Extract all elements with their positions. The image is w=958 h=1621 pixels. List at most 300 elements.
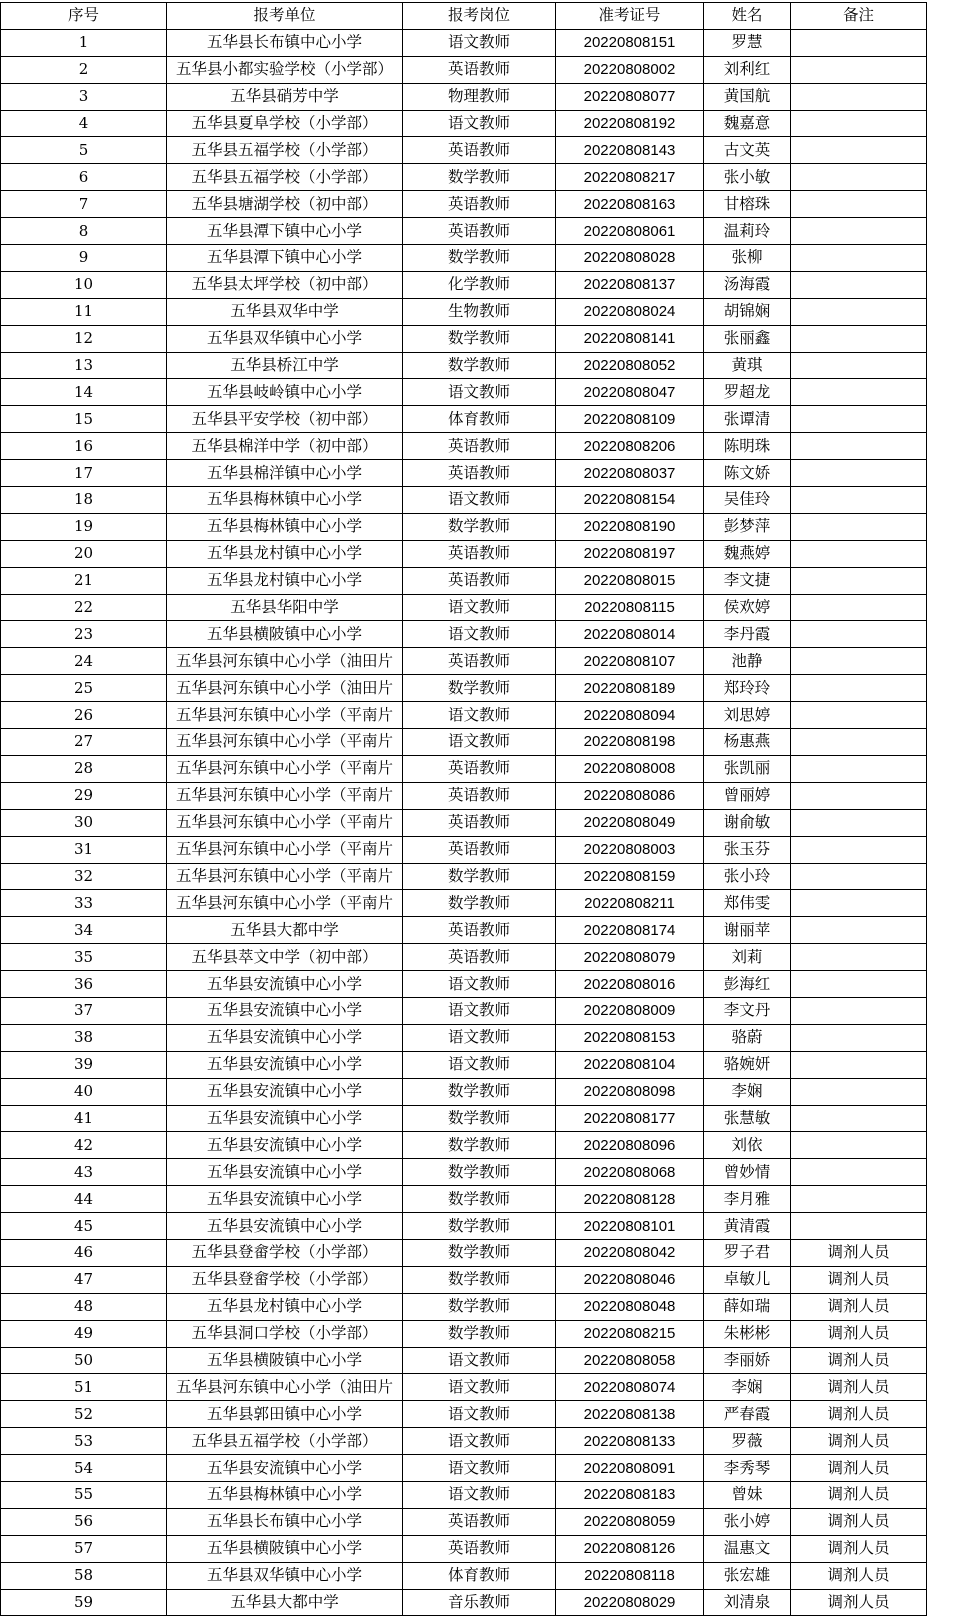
row-remark bbox=[791, 245, 927, 272]
row-position: 英语教师 bbox=[403, 1508, 556, 1535]
row-position: 数学教师 bbox=[403, 863, 556, 890]
row-position: 英语教师 bbox=[403, 809, 556, 836]
row-remark bbox=[791, 406, 927, 433]
row-unit: 五华县龙村镇中心小学 bbox=[167, 540, 403, 567]
row-unit: 五华县五福学校（小学部） bbox=[167, 1428, 403, 1455]
row-remark bbox=[791, 191, 927, 218]
row-name: 严春霞 bbox=[704, 1401, 791, 1428]
table-row bbox=[1, 1293, 927, 1320]
row-position: 化学教师 bbox=[403, 271, 556, 298]
table-row bbox=[1, 1159, 927, 1186]
row-ticket-number: 20220808189 bbox=[556, 675, 704, 702]
table-row bbox=[1, 1589, 927, 1616]
row-index: 55 bbox=[1, 1481, 167, 1508]
row-unit: 五华县安流镇中心小学 bbox=[167, 1078, 403, 1105]
table-row bbox=[1, 83, 927, 110]
table-row bbox=[1, 1213, 927, 1240]
row-unit: 五华县河东镇中心小学（平南片 bbox=[167, 755, 403, 782]
table-body bbox=[1, 29, 927, 1616]
row-position: 数学教师 bbox=[403, 164, 556, 191]
row-unit: 五华县五福学校（小学部） bbox=[167, 137, 403, 164]
row-ticket-number: 20220808107 bbox=[556, 648, 704, 675]
row-position: 数学教师 bbox=[403, 352, 556, 379]
row-position: 语文教师 bbox=[403, 379, 556, 406]
row-unit: 五华县横陂镇中心小学 bbox=[167, 1535, 403, 1562]
table-row bbox=[1, 1051, 927, 1078]
row-name: 彭海红 bbox=[704, 971, 791, 998]
row-name: 侯欢婷 bbox=[704, 594, 791, 621]
table-row bbox=[1, 1535, 927, 1562]
row-remark bbox=[791, 567, 927, 594]
row-unit: 五华县安流镇中心小学 bbox=[167, 1105, 403, 1132]
row-index: 1 bbox=[1, 29, 167, 56]
table-row bbox=[1, 29, 927, 56]
row-remark bbox=[791, 1159, 927, 1186]
row-unit: 五华县登畲学校（小学部） bbox=[167, 1266, 403, 1293]
row-ticket-number: 20220808177 bbox=[556, 1105, 704, 1132]
row-unit: 五华县安流镇中心小学 bbox=[167, 1159, 403, 1186]
row-unit: 五华县横陂镇中心小学 bbox=[167, 621, 403, 648]
row-position: 数学教师 bbox=[403, 1293, 556, 1320]
row-index: 56 bbox=[1, 1508, 167, 1535]
row-remark bbox=[791, 164, 927, 191]
row-remark bbox=[791, 1213, 927, 1240]
row-name: 罗薇 bbox=[704, 1428, 791, 1455]
row-name: 骆婉妍 bbox=[704, 1051, 791, 1078]
row-position: 数学教师 bbox=[403, 1239, 556, 1266]
row-unit: 五华县洞口学校（小学部） bbox=[167, 1320, 403, 1347]
row-unit: 五华县萃文中学（初中部） bbox=[167, 944, 403, 971]
row-remark: 调剂人员 bbox=[791, 1401, 927, 1428]
row-name: 李文捷 bbox=[704, 567, 791, 594]
header-ticket-number: 准考证号 bbox=[556, 3, 704, 30]
row-remark bbox=[791, 917, 927, 944]
row-remark bbox=[791, 352, 927, 379]
header-remark: 备注 bbox=[791, 3, 927, 30]
row-unit: 五华县双华中学 bbox=[167, 298, 403, 325]
row-unit: 五华县安流镇中心小学 bbox=[167, 997, 403, 1024]
row-index: 25 bbox=[1, 675, 167, 702]
row-ticket-number: 20220808101 bbox=[556, 1213, 704, 1240]
table-row bbox=[1, 540, 927, 567]
row-ticket-number: 20220808190 bbox=[556, 513, 704, 540]
table-row bbox=[1, 944, 927, 971]
row-ticket-number: 20220808154 bbox=[556, 487, 704, 514]
row-position: 语文教师 bbox=[403, 29, 556, 56]
row-position: 英语教师 bbox=[403, 218, 556, 245]
row-remark: 调剂人员 bbox=[791, 1374, 927, 1401]
row-ticket-number: 20220808016 bbox=[556, 971, 704, 998]
row-index: 40 bbox=[1, 1078, 167, 1105]
row-name: 张玉芬 bbox=[704, 836, 791, 863]
row-index: 38 bbox=[1, 1024, 167, 1051]
row-remark: 调剂人员 bbox=[791, 1347, 927, 1374]
row-index: 36 bbox=[1, 971, 167, 998]
row-unit: 五华县安流镇中心小学 bbox=[167, 1051, 403, 1078]
row-position: 体育教师 bbox=[403, 406, 556, 433]
row-index: 45 bbox=[1, 1213, 167, 1240]
row-position: 物理教师 bbox=[403, 83, 556, 110]
row-index: 53 bbox=[1, 1428, 167, 1455]
row-name: 杨惠燕 bbox=[704, 729, 791, 756]
row-unit: 五华县安流镇中心小学 bbox=[167, 1024, 403, 1051]
row-position: 英语教师 bbox=[403, 782, 556, 809]
row-position: 语文教师 bbox=[403, 997, 556, 1024]
row-name: 陈文娇 bbox=[704, 460, 791, 487]
row-name: 刘莉 bbox=[704, 944, 791, 971]
row-unit: 五华县河东镇中心小学（平南片 bbox=[167, 782, 403, 809]
row-position: 语文教师 bbox=[403, 594, 556, 621]
row-index: 19 bbox=[1, 513, 167, 540]
row-name: 谢俞敏 bbox=[704, 809, 791, 836]
row-position: 英语教师 bbox=[403, 460, 556, 487]
row-name: 李丹霞 bbox=[704, 621, 791, 648]
row-ticket-number: 20220808143 bbox=[556, 137, 704, 164]
row-position: 语文教师 bbox=[403, 1428, 556, 1455]
row-position: 语文教师 bbox=[403, 1481, 556, 1508]
row-name: 罗子君 bbox=[704, 1239, 791, 1266]
row-unit: 五华县河东镇中心小学（油田片 bbox=[167, 1374, 403, 1401]
table-row bbox=[1, 621, 927, 648]
header-position: 报考岗位 bbox=[403, 3, 556, 30]
row-name: 李秀琴 bbox=[704, 1455, 791, 1482]
row-unit: 五华县安流镇中心小学 bbox=[167, 1132, 403, 1159]
row-index: 41 bbox=[1, 1105, 167, 1132]
row-index: 42 bbox=[1, 1132, 167, 1159]
row-remark bbox=[791, 621, 927, 648]
row-name: 李月雅 bbox=[704, 1186, 791, 1213]
table-row bbox=[1, 755, 927, 782]
row-remark bbox=[791, 218, 927, 245]
table-row bbox=[1, 702, 927, 729]
row-remark bbox=[791, 944, 927, 971]
row-ticket-number: 20220808109 bbox=[556, 406, 704, 433]
row-name: 魏嘉意 bbox=[704, 110, 791, 137]
row-ticket-number: 20220808061 bbox=[556, 218, 704, 245]
row-ticket-number: 20220808047 bbox=[556, 379, 704, 406]
row-name: 薛如瑞 bbox=[704, 1293, 791, 1320]
table-row bbox=[1, 1428, 927, 1455]
table-row bbox=[1, 379, 927, 406]
row-position: 数学教师 bbox=[403, 1320, 556, 1347]
row-ticket-number: 20220808215 bbox=[556, 1320, 704, 1347]
row-unit: 五华县小都实验学校（小学部） bbox=[167, 56, 403, 83]
row-position: 数学教师 bbox=[403, 1186, 556, 1213]
row-index: 17 bbox=[1, 460, 167, 487]
row-ticket-number: 20220808153 bbox=[556, 1024, 704, 1051]
table-row bbox=[1, 137, 927, 164]
row-ticket-number: 20220808014 bbox=[556, 621, 704, 648]
row-ticket-number: 20220808128 bbox=[556, 1186, 704, 1213]
row-index: 33 bbox=[1, 890, 167, 917]
row-position: 英语教师 bbox=[403, 944, 556, 971]
row-name: 张小婷 bbox=[704, 1508, 791, 1535]
table-row bbox=[1, 1347, 927, 1374]
row-index: 35 bbox=[1, 944, 167, 971]
row-name: 罗慧 bbox=[704, 29, 791, 56]
row-ticket-number: 20220808049 bbox=[556, 809, 704, 836]
row-name: 朱彬彬 bbox=[704, 1320, 791, 1347]
row-index: 50 bbox=[1, 1347, 167, 1374]
row-index: 26 bbox=[1, 702, 167, 729]
row-name: 张宏雄 bbox=[704, 1562, 791, 1589]
row-position: 英语教师 bbox=[403, 137, 556, 164]
row-position: 语文教师 bbox=[403, 1347, 556, 1374]
row-name: 吴佳玲 bbox=[704, 487, 791, 514]
row-remark bbox=[791, 1186, 927, 1213]
row-ticket-number: 20220808096 bbox=[556, 1132, 704, 1159]
row-remark bbox=[791, 1078, 927, 1105]
table-row bbox=[1, 1266, 927, 1293]
row-index: 29 bbox=[1, 782, 167, 809]
row-name: 刘依 bbox=[704, 1132, 791, 1159]
row-name: 骆蔚 bbox=[704, 1024, 791, 1051]
row-ticket-number: 20220808048 bbox=[556, 1293, 704, 1320]
row-name: 曾妙情 bbox=[704, 1159, 791, 1186]
row-position: 语文教师 bbox=[403, 1051, 556, 1078]
row-index: 57 bbox=[1, 1535, 167, 1562]
row-index: 10 bbox=[1, 271, 167, 298]
row-index: 9 bbox=[1, 245, 167, 272]
row-ticket-number: 20220808159 bbox=[556, 863, 704, 890]
table-row bbox=[1, 917, 927, 944]
row-index: 4 bbox=[1, 110, 167, 137]
row-remark bbox=[791, 271, 927, 298]
row-name: 李文丹 bbox=[704, 997, 791, 1024]
row-unit: 五华县双华镇中心小学 bbox=[167, 325, 403, 352]
row-name: 温莉玲 bbox=[704, 218, 791, 245]
row-remark bbox=[791, 513, 927, 540]
row-unit: 五华县河东镇中心小学（平南片 bbox=[167, 809, 403, 836]
row-remark bbox=[791, 997, 927, 1024]
row-remark bbox=[791, 729, 927, 756]
table-row bbox=[1, 191, 927, 218]
row-position: 语文教师 bbox=[403, 729, 556, 756]
table-row bbox=[1, 729, 927, 756]
row-ticket-number: 20220808029 bbox=[556, 1589, 704, 1616]
row-index: 7 bbox=[1, 191, 167, 218]
row-index: 34 bbox=[1, 917, 167, 944]
row-name: 黄琪 bbox=[704, 352, 791, 379]
row-ticket-number: 20220808206 bbox=[556, 433, 704, 460]
row-name: 卓敏儿 bbox=[704, 1266, 791, 1293]
row-remark: 调剂人员 bbox=[791, 1562, 927, 1589]
row-name: 刘利红 bbox=[704, 56, 791, 83]
row-position: 数学教师 bbox=[403, 245, 556, 272]
row-index: 59 bbox=[1, 1589, 167, 1616]
row-remark bbox=[791, 971, 927, 998]
row-unit: 五华县河东镇中心小学（平南片 bbox=[167, 836, 403, 863]
row-remark: 调剂人员 bbox=[791, 1589, 927, 1616]
row-index: 30 bbox=[1, 809, 167, 836]
row-ticket-number: 20220808008 bbox=[556, 755, 704, 782]
row-name: 汤海霞 bbox=[704, 271, 791, 298]
row-ticket-number: 20220808211 bbox=[556, 890, 704, 917]
row-position: 英语教师 bbox=[403, 836, 556, 863]
row-remark: 调剂人员 bbox=[791, 1481, 927, 1508]
table-row bbox=[1, 567, 927, 594]
candidate-table bbox=[0, 2, 927, 1616]
row-index: 6 bbox=[1, 164, 167, 191]
row-unit: 五华县华阳中学 bbox=[167, 594, 403, 621]
row-remark: 调剂人员 bbox=[791, 1293, 927, 1320]
row-position: 音乐教师 bbox=[403, 1589, 556, 1616]
row-position: 语文教师 bbox=[403, 971, 556, 998]
row-name: 曾妹 bbox=[704, 1481, 791, 1508]
row-index: 2 bbox=[1, 56, 167, 83]
row-index: 49 bbox=[1, 1320, 167, 1347]
row-unit: 五华县五福学校（小学部） bbox=[167, 164, 403, 191]
row-unit: 五华县长布镇中心小学 bbox=[167, 29, 403, 56]
row-name: 刘清泉 bbox=[704, 1589, 791, 1616]
table-row bbox=[1, 325, 927, 352]
row-remark bbox=[791, 702, 927, 729]
table-row bbox=[1, 513, 927, 540]
row-position: 英语教师 bbox=[403, 56, 556, 83]
row-ticket-number: 20220808009 bbox=[556, 997, 704, 1024]
table-row bbox=[1, 1374, 927, 1401]
row-name: 张丽鑫 bbox=[704, 325, 791, 352]
row-unit: 五华县登畲学校（小学部） bbox=[167, 1239, 403, 1266]
table-row bbox=[1, 433, 927, 460]
row-remark bbox=[791, 325, 927, 352]
row-ticket-number: 20220808059 bbox=[556, 1508, 704, 1535]
row-ticket-number: 20220808126 bbox=[556, 1535, 704, 1562]
table-row bbox=[1, 1078, 927, 1105]
row-index: 3 bbox=[1, 83, 167, 110]
row-remark: 调剂人员 bbox=[791, 1320, 927, 1347]
row-name: 陈明珠 bbox=[704, 433, 791, 460]
row-index: 16 bbox=[1, 433, 167, 460]
row-ticket-number: 20220808138 bbox=[556, 1401, 704, 1428]
row-index: 39 bbox=[1, 1051, 167, 1078]
row-name: 甘榕珠 bbox=[704, 191, 791, 218]
table-row bbox=[1, 460, 927, 487]
row-ticket-number: 20220808137 bbox=[556, 271, 704, 298]
row-unit: 五华县潭下镇中心小学 bbox=[167, 245, 403, 272]
row-remark bbox=[791, 1132, 927, 1159]
row-unit: 五华县梅林镇中心小学 bbox=[167, 487, 403, 514]
row-name: 曾丽婷 bbox=[704, 782, 791, 809]
row-remark bbox=[791, 1024, 927, 1051]
row-remark bbox=[791, 648, 927, 675]
table-row bbox=[1, 110, 927, 137]
table-row bbox=[1, 1455, 927, 1482]
row-remark: 调剂人员 bbox=[791, 1535, 927, 1562]
row-position: 英语教师 bbox=[403, 191, 556, 218]
row-ticket-number: 20220808015 bbox=[556, 567, 704, 594]
row-ticket-number: 20220808141 bbox=[556, 325, 704, 352]
row-index: 13 bbox=[1, 352, 167, 379]
row-remark bbox=[791, 1051, 927, 1078]
row-ticket-number: 20220808174 bbox=[556, 917, 704, 944]
row-name: 张小玲 bbox=[704, 863, 791, 890]
row-position: 数学教师 bbox=[403, 325, 556, 352]
table-row bbox=[1, 997, 927, 1024]
row-index: 44 bbox=[1, 1186, 167, 1213]
row-name: 刘思婷 bbox=[704, 702, 791, 729]
header-row bbox=[1, 3, 927, 30]
row-index: 8 bbox=[1, 218, 167, 245]
row-position: 数学教师 bbox=[403, 1266, 556, 1293]
row-index: 20 bbox=[1, 540, 167, 567]
row-remark bbox=[791, 460, 927, 487]
row-ticket-number: 20220808074 bbox=[556, 1374, 704, 1401]
row-ticket-number: 20220808115 bbox=[556, 594, 704, 621]
row-index: 47 bbox=[1, 1266, 167, 1293]
spreadsheet bbox=[0, 2, 927, 1616]
row-remark bbox=[791, 594, 927, 621]
row-remark: 调剂人员 bbox=[791, 1455, 927, 1482]
row-unit: 五华县河东镇中心小学（平南片 bbox=[167, 729, 403, 756]
row-position: 数学教师 bbox=[403, 1159, 556, 1186]
row-unit: 五华县双华镇中心小学 bbox=[167, 1562, 403, 1589]
row-remark bbox=[791, 433, 927, 460]
row-index: 31 bbox=[1, 836, 167, 863]
row-position: 语文教师 bbox=[403, 110, 556, 137]
row-ticket-number: 20220808052 bbox=[556, 352, 704, 379]
row-name: 罗超龙 bbox=[704, 379, 791, 406]
row-position: 数学教师 bbox=[403, 1213, 556, 1240]
row-ticket-number: 20220808028 bbox=[556, 245, 704, 272]
row-remark: 调剂人员 bbox=[791, 1508, 927, 1535]
row-ticket-number: 20220808046 bbox=[556, 1266, 704, 1293]
row-ticket-number: 20220808197 bbox=[556, 540, 704, 567]
table-row bbox=[1, 971, 927, 998]
row-index: 5 bbox=[1, 137, 167, 164]
row-ticket-number: 20220808037 bbox=[556, 460, 704, 487]
row-unit: 五华县太坪学校（初中部） bbox=[167, 271, 403, 298]
table-row bbox=[1, 406, 927, 433]
row-unit: 五华县横陂镇中心小学 bbox=[167, 1347, 403, 1374]
table-row bbox=[1, 1132, 927, 1159]
row-unit: 五华县大都中学 bbox=[167, 917, 403, 944]
row-index: 28 bbox=[1, 755, 167, 782]
row-remark bbox=[791, 809, 927, 836]
table-row bbox=[1, 675, 927, 702]
table-row bbox=[1, 1508, 927, 1535]
row-unit: 五华县夏阜学校（小学部） bbox=[167, 110, 403, 137]
row-index: 15 bbox=[1, 406, 167, 433]
row-position: 语文教师 bbox=[403, 1401, 556, 1428]
row-index: 48 bbox=[1, 1293, 167, 1320]
row-name: 张柳 bbox=[704, 245, 791, 272]
row-position: 语文教师 bbox=[403, 487, 556, 514]
row-name: 张凯丽 bbox=[704, 755, 791, 782]
row-name: 郑伟雯 bbox=[704, 890, 791, 917]
row-index: 52 bbox=[1, 1401, 167, 1428]
row-unit: 五华县河东镇中心小学（油田片 bbox=[167, 648, 403, 675]
table-row bbox=[1, 809, 927, 836]
row-remark bbox=[791, 540, 927, 567]
row-ticket-number: 20220808163 bbox=[556, 191, 704, 218]
row-unit: 五华县棉洋镇中心小学 bbox=[167, 460, 403, 487]
row-ticket-number: 20220808068 bbox=[556, 1159, 704, 1186]
row-index: 22 bbox=[1, 594, 167, 621]
row-index: 54 bbox=[1, 1455, 167, 1482]
row-remark bbox=[791, 137, 927, 164]
row-position: 数学教师 bbox=[403, 1105, 556, 1132]
row-ticket-number: 20220808183 bbox=[556, 1481, 704, 1508]
row-remark bbox=[791, 1105, 927, 1132]
row-unit: 五华县平安学校（初中部） bbox=[167, 406, 403, 433]
row-index: 37 bbox=[1, 997, 167, 1024]
row-remark bbox=[791, 782, 927, 809]
table-row bbox=[1, 1186, 927, 1213]
row-unit: 五华县郭田镇中心小学 bbox=[167, 1401, 403, 1428]
row-unit: 五华县河东镇中心小学（平南片 bbox=[167, 863, 403, 890]
table-row bbox=[1, 56, 927, 83]
